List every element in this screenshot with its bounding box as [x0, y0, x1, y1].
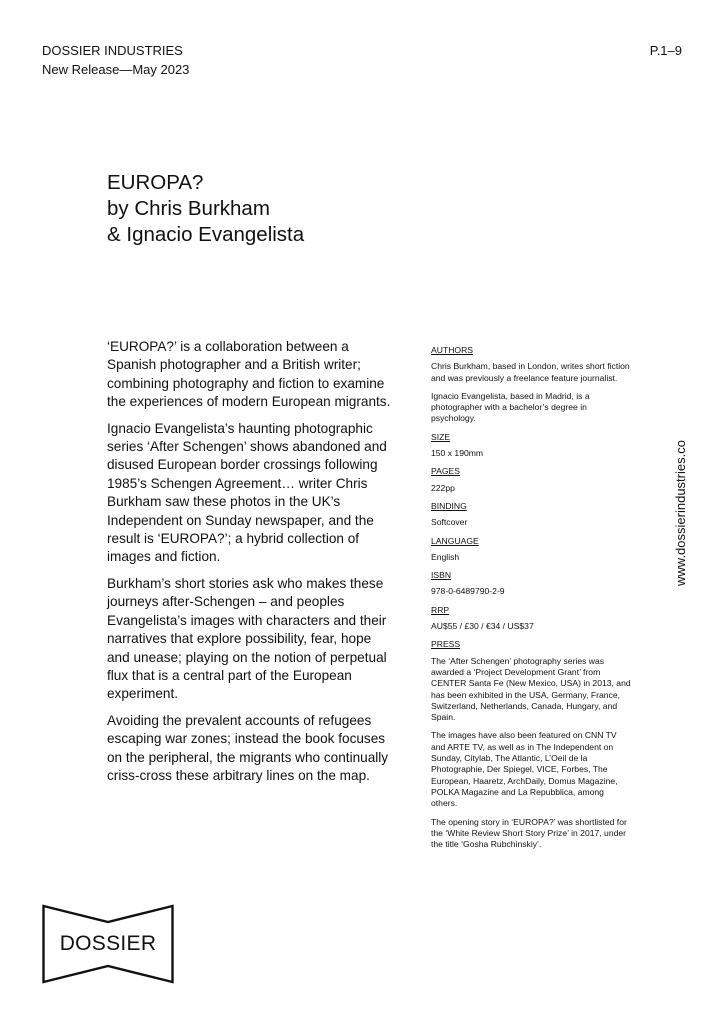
header-left — [42, 41, 189, 79]
pages-label: PAGES — [431, 466, 460, 477]
website-vertical — [672, 436, 690, 586]
title-line-3: & Ignacio Evangelista — [107, 223, 305, 246]
release-date: New Release—May 2023 — [42, 62, 190, 77]
main-text — [107, 338, 397, 793]
language-label: LANGUAGE — [431, 535, 479, 546]
book-title — [107, 170, 304, 248]
size-label: SIZE — [431, 431, 451, 442]
press-label: PRESS — [431, 639, 461, 650]
authors-label: AUTHORS — [431, 345, 474, 355]
binding-label: BINDING — [431, 500, 467, 511]
isbn-value: 978-0-6489790-2-9 — [431, 586, 505, 597]
title-line-2: by Chris Burkham — [107, 197, 270, 220]
author-bio: Ignacio Evangelista, based in Madrid, is a photographer with a bachelor’s degree in psychology. — [431, 390, 590, 424]
paragraph: Burkham’s short stories ask who makes these journeys after-Schengen – and peoples Evangelista’s images with characters and their narratives that explore possibility, fear, hope and unease; playing on the notion of perpetual flux that is a central part of the European experiment. — [107, 575, 387, 702]
page-number: P.1–9 — [649, 43, 682, 58]
paragraph: Avoiding the prevalent accounts of refugees escaping war zones; instead the book focuses on the peripheral, the migrants who continually criss-cross these arbitrary lines on the map. — [107, 712, 389, 783]
author-bio: Chris Burkham, based in London, writes short fiction and was previously a freelance feature journalist. — [431, 361, 630, 383]
logo-text: DOSSIER — [59, 932, 157, 955]
rrp-value: AU$55 / £30 / €34 / US$37 — [431, 621, 534, 632]
press-text: The ‘After Schengen’ photography series was awarded a ‘Project Development Grant’ from CENTER Santa Fe (New Mexico, USA) in 2013, and has been exhibited in the USA, Germany, France, Switzerland, Netherlands, Canada, Hungary, and Spain. — [431, 655, 631, 723]
pages-value: 222pp — [431, 482, 455, 493]
paragraph: ‘EUROPA?’ is a collaboration between a Spanish photographer and a British writer; combining photography and fiction to examine the experiences of modern European migrants. — [107, 339, 391, 410]
rrp-label: RRP — [431, 604, 450, 615]
title-line-1: EUROPA? — [107, 171, 204, 194]
dossier-logo — [42, 904, 174, 984]
paragraph: Ignacio Evangelista’s haunting photographic series ‘After Schengen’ shows abandoned and disused European border crossings following 1985’s Schengen Agreement… writer Chris Burkham saw these photos in the UK’s Independent on Sunday newspaper, and the result is ‘EUROPA?’; a hybrid collection of images and fiction. — [107, 420, 387, 565]
website-link[interactable]: www.dossierindustries.co — [673, 440, 688, 586]
company-name: DOSSIER INDUSTRIES — [42, 43, 183, 58]
binding-value: Softcover — [431, 517, 468, 528]
press-text: The opening story in ‘EUROPA?’ was shortlisted for the ‘White Review Short Story Prize’ in 2017, under the title ‘Gosha Rubchinskiy’. — [431, 816, 627, 850]
size-value: 150 x 190mm — [431, 448, 484, 459]
press-text: The images have also been featured on CNN TV and ARTE TV, as well as in The Independent on Sunday, Citylab, The Atlantic, L’Oeil de la Photographie, Der Spiegel, VICE, Forbes, The European, Haaretz, ArchDaily, Domus Magazine, POLKA Magazine and La Repubblica, among others. — [431, 730, 618, 809]
language-value: English — [431, 551, 460, 562]
isbn-label: ISBN — [431, 570, 452, 581]
book-details — [431, 345, 631, 857]
